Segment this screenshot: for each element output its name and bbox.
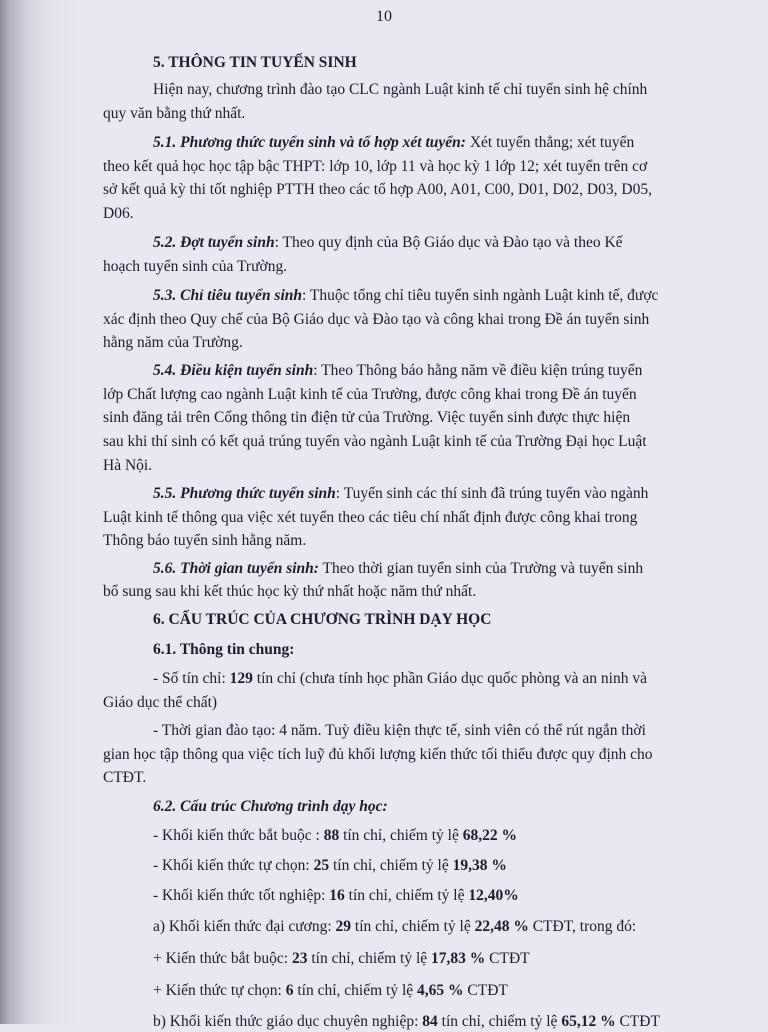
item-label: + Kiến thức tự chọn: bbox=[153, 982, 286, 999]
item-label: - Khối kiến thức tốt nghiệp: bbox=[153, 887, 330, 904]
structure-item bbox=[153, 856, 507, 876]
item-mid: tín chỉ, chiếm tỷ lệ bbox=[307, 950, 432, 967]
item-percent: 19,38 % bbox=[452, 857, 507, 874]
para-5-1-label: 5.1. Phương thức tuyển sinh và tổ hợp xét tuyển: bbox=[153, 134, 466, 151]
para-5-1-line: D06. bbox=[103, 205, 134, 222]
item-credits: 16 bbox=[329, 887, 345, 904]
para-5-6-label: 5.6. Thời gian tuyển sinh: bbox=[153, 560, 319, 577]
item-credits: 88 bbox=[323, 827, 340, 844]
page-number: 10 bbox=[376, 8, 392, 25]
para-5-3-text: : Thuộc tổng chỉ tiêu tuyển sinh ngành Luật kinh tế, được bbox=[302, 287, 659, 304]
structure-item bbox=[153, 917, 636, 937]
item-suffix: CTĐT bbox=[463, 982, 508, 999]
para-5-6-line bbox=[153, 559, 643, 579]
para-5-1-text: Xét tuyển thẳng; xét tuyển bbox=[465, 134, 635, 151]
para-5-1-line bbox=[153, 133, 634, 153]
item-percent: 22,48 % bbox=[474, 918, 529, 935]
para-5-5-text: : Tuyển sinh các thí sinh đã trúng tuyển vào ngành bbox=[335, 485, 649, 502]
para-5-3-line: hằng năm của Trường. bbox=[103, 334, 243, 351]
credits-prefix: - Số tín chỉ: bbox=[153, 670, 230, 687]
item-percent: 4,65 % bbox=[417, 982, 464, 999]
item-label: - Khối kiến thức tự chọn: bbox=[153, 857, 314, 874]
para-5-4-line: sau khi thí sinh có kết quả trúng tuyển vào ngành Luật kinh tế của Trường Đại học Luật bbox=[103, 433, 647, 450]
para-5-5-line bbox=[153, 484, 648, 504]
para-5-4-line bbox=[153, 361, 642, 381]
para-5-3-line bbox=[153, 286, 658, 306]
item-label: a) Khối kiến thức đại cương: bbox=[153, 918, 336, 935]
structure-item bbox=[153, 886, 519, 906]
para-5-3-line: xác định theo Quy chế của Bộ Giáo dục và Đào tạo và công khai trong Đề án tuyển sinh bbox=[103, 311, 650, 328]
structure-item bbox=[153, 949, 530, 969]
para-5-5-label: 5.5. Phương thức tuyển sinh bbox=[153, 485, 336, 502]
duration-line: - Thời gian đào tạo: 4 năm. Tuỳ điều kiện thực tế, sinh viên có thể rút ngắn thời bbox=[153, 722, 646, 739]
item-percent: 65,12 % bbox=[561, 1013, 616, 1030]
para-5-3-label: 5.3. Chỉ tiêu tuyển sinh bbox=[153, 287, 303, 304]
item-mid: tín chỉ, chiếm tỷ lệ bbox=[437, 1013, 562, 1030]
section-5-intro-line: Hiện nay, chương trình đào tạo CLC ngành Luật kinh tế chỉ tuyển sinh hệ chính bbox=[153, 81, 648, 98]
para-5-5-line: Thông báo tuyển sinh hằng năm. bbox=[103, 532, 307, 549]
item-percent: 17,83 % bbox=[431, 950, 486, 967]
item-credits: 29 bbox=[335, 918, 352, 935]
para-5-2-text: : Theo quy định của Bộ Giáo dục và Đào tạo và theo Kế bbox=[274, 234, 623, 251]
item-credits: 25 bbox=[313, 857, 330, 874]
para-5-5-line: Luật kinh tế thông qua việc xét tuyển theo các tiêu chí nhất định được công khai trong bbox=[103, 509, 638, 526]
item-label: b) Khối kiến thức giáo dục chuyên nghiệp: bbox=[153, 1013, 423, 1030]
item-mid: tín chỉ, chiếm tỷ lệ bbox=[339, 827, 463, 844]
credits-suffix: tín chỉ (chưa tính học phần Giáo dục quốc phòng và an ninh và bbox=[252, 670, 647, 687]
section-6-heading: 6. CẤU TRÚC CỦA CHƯƠNG TRÌNH DẠY HỌC bbox=[153, 611, 492, 628]
para-5-2-label: 5.2. Đợt tuyển sinh bbox=[153, 234, 275, 251]
credits-line bbox=[153, 669, 647, 689]
item-credits: 23 bbox=[291, 950, 308, 967]
item-mid: tín chỉ, chiếm tỷ lệ bbox=[293, 982, 418, 999]
item-label: + Kiến thức bắt buộc: bbox=[153, 950, 292, 967]
para-5-6-text: Theo thời gian tuyển sinh của Trường và tuyển sinh bbox=[318, 560, 644, 577]
item-mid: tín chỉ, chiếm tỷ lệ bbox=[344, 887, 469, 904]
item-percent: 12,40% bbox=[468, 887, 519, 904]
para-5-6-line: bổ sung sau khi kết thúc học kỳ thứ nhất hoặc năm thứ nhất. bbox=[103, 583, 477, 600]
structure-item bbox=[153, 981, 508, 1001]
para-5-1-line: theo kết quả học học tập bậc THPT: lớp 10, lớp 11 và học kỳ 1 lớp 12; xét tuyển trên cơ bbox=[103, 158, 648, 175]
item-credits: 84 bbox=[422, 1013, 438, 1030]
para-5-1-line: sở kết quả kỳ thi tốt nghiệp PTTH theo các tổ hợp A00, A01, C00, D01, D02, D03, D05, bbox=[103, 181, 652, 198]
para-5-4-line: Hà Nội. bbox=[103, 457, 153, 474]
para-5-4-line: sinh đăng tải trên Cổng thông tin điện tử của Trường. Việc tuyển sinh được thực hiện bbox=[103, 409, 631, 426]
section-6-1-heading: 6.1. Thông tin chung: bbox=[153, 641, 295, 658]
item-mid: tín chỉ, chiếm tỷ lệ bbox=[329, 857, 453, 874]
para-5-4-label: 5.4. Điều kiện tuyển sinh bbox=[153, 362, 314, 379]
item-label: - Khối kiến thức bắt buộc : bbox=[153, 827, 324, 844]
para-5-4-text: : Theo Thông báo hằng năm về điều kiện trúng tuyển bbox=[313, 362, 643, 379]
item-mid: tín chỉ, chiếm tỷ lệ bbox=[351, 918, 475, 935]
item-suffix: CTĐT, trong đó: bbox=[528, 918, 637, 935]
item-percent: 68,22 % bbox=[462, 827, 517, 844]
duration-line: gian học tập thông qua việc tích luỹ đủ khối lượng kiến thức tối thiểu được quy định cho bbox=[103, 746, 653, 763]
item-suffix: CTĐT bbox=[485, 950, 530, 967]
section-6-2-heading: 6.2. Cấu trúc Chương trình dạy học: bbox=[153, 798, 388, 815]
structure-item bbox=[153, 826, 517, 846]
credits-value: 129 bbox=[229, 670, 253, 687]
para-5-2-line bbox=[153, 233, 623, 253]
para-5-4-line: lớp Chất lượng cao ngành Luật kinh tế của Trường, được công khai trong Đề án tuyển bbox=[103, 386, 637, 403]
structure-item bbox=[153, 1012, 660, 1032]
credits-line: Giáo dục thể chất) bbox=[103, 694, 218, 711]
duration-line: CTĐT. bbox=[103, 769, 147, 786]
item-suffix: CTĐT bbox=[615, 1013, 660, 1030]
item-credits: 6 bbox=[285, 982, 294, 999]
section-5-heading: 5. THÔNG TIN TUYỂN SINH bbox=[153, 54, 357, 71]
section-5-intro-line: quy văn bằng thứ nhất. bbox=[103, 105, 246, 122]
para-5-2-line: hoạch tuyển sinh của Trường. bbox=[103, 258, 288, 275]
